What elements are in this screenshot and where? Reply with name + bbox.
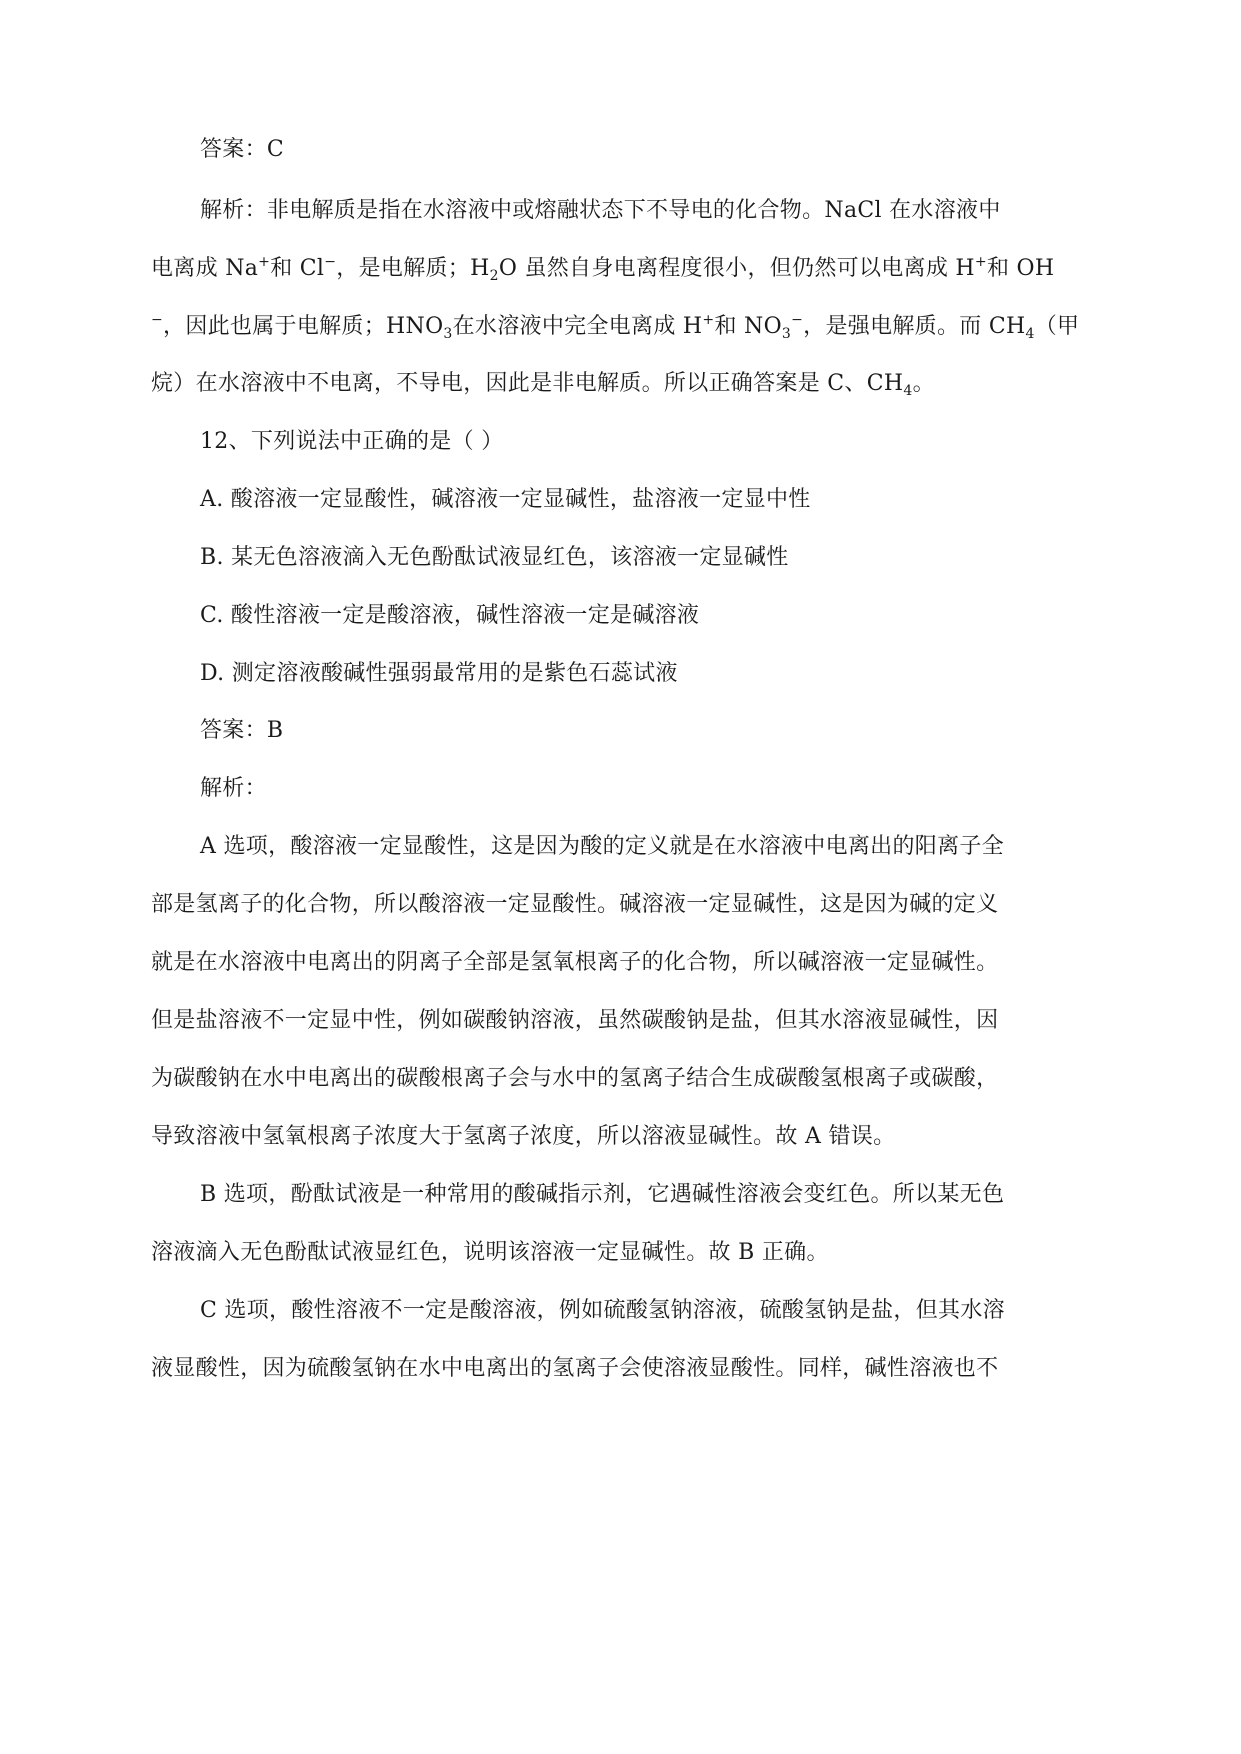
q12-paragraph-c-line: 液显酸性，因为硫酸氢钠在水中电离出的氢离子会使溶液显酸性。同样，碱性溶液也不 [151,1356,999,1381]
superscript: − [324,254,337,270]
q12-paragraph-a-line: 但是盐溶液不一定显中性，例如碳酸钠溶液，虽然碳酸钠是盐，但其水溶液显碱性，因 [151,1008,999,1033]
q12-option-a: A. 酸溶液一定显酸性，碱溶液一定显碱性，盐溶液一定显中性 [200,487,811,512]
text-run: （甲 [1034,314,1080,339]
superscript: + [702,312,715,328]
q12-paragraph-a-line: A 选项，酸溶液一定显酸性，这是因为酸的定义就是在水溶液中电离出的阳离子全 [200,834,1004,859]
q12-option-b: B. 某无色溶液滴入无色酚酞试液显红色，该溶液一定显碱性 [200,545,789,570]
subscript: 2 [489,268,499,284]
subscript: 4 [1025,326,1035,342]
superscript: − [151,312,164,328]
q11-analysis-line-3 [151,312,1091,342]
text-run: 在水溶液中完全电离成 H [452,314,703,339]
superscript: − [791,312,804,328]
q12-paragraph-a-line: 导致溶液中氢氧根离子浓度大于氢离子浓度，所以溶液显碱性。故 A 错误。 [151,1124,896,1149]
q12-paragraph-b-line: 溶液滴入无色酚酞试液显红色，说明该溶液一定显碱性。故 B 正确。 [151,1240,829,1265]
q11-analysis-line-4 [151,369,1091,399]
text-run: 烷）在水溶液中不电离，不导电，因此是非电解质。所以正确答案是 C、CH [151,371,904,396]
q11-analysis-label: 解析： [200,198,267,223]
q12-paragraph-b-line: B 选项，酚酞试液是一种常用的酸碱指示剂，它遇碱性溶液会变红色。所以某无色 [200,1182,1005,1207]
q12-option-d: D. 测定溶液酸碱性强弱最常用的是紫色石蕊试液 [200,661,678,686]
text-run: 和 NO [714,314,782,339]
q12-option-c: C. 酸性溶液一定是酸溶液，碱性溶液一定是碱溶液 [200,603,700,628]
text-run: ，因此也属于电解质；HNO [163,314,444,339]
q11-analysis-line-1 [200,196,1140,226]
subscript: 3 [443,326,453,342]
text-run: 和 OH [986,256,1055,281]
q12-paragraph-a-line: 就是在水溶液中电离出的阴离子全部是氢氧根离子的化合物，所以碱溶液一定显碱性。 [151,950,999,975]
superscript: + [974,254,987,270]
subscript: 3 [781,326,792,342]
text-run: 。 [912,371,935,396]
q12-question: 12、下列说法中正确的是（ ） [200,429,504,454]
q12-paragraph-a-line: 为碳酸钠在水中电离出的碳酸根离子会与水中的氢离子结合生成碳酸氢根离子或碳酸， [151,1066,999,1091]
text-run: 和 Cl [270,256,325,281]
text-run: ，是强电解质。而 CH [803,314,1026,339]
q11-analysis-text: 非电解质是指在水溶液中或熔融状态下不导电的化合物。NaCl 在水溶液中 [266,198,1001,223]
q11-answer: 答案：C [200,137,285,162]
text-run: 电离成 Na [151,256,259,281]
text-run: O 虽然自身电离程度很小，但仍然可以电离成 H [498,256,975,281]
superscript: + [258,254,271,270]
q12-answer: 答案：B [200,718,284,743]
q12-analysis-label: 解析： [200,776,267,801]
q11-analysis-line-2 [151,254,1091,284]
subscript: 4 [903,383,913,399]
text-run: ，是电解质；H [336,256,490,281]
q12-paragraph-a-line: 部是氢离子的化合物，所以酸溶液一定显酸性。碱溶液一定显碱性，这是因为碱的定义 [151,892,999,917]
q12-paragraph-c-line: C 选项，酸性溶液不一定是酸溶液，例如硫酸氢钠溶液，硫酸氢钠是盐，但其水溶 [200,1298,1005,1323]
